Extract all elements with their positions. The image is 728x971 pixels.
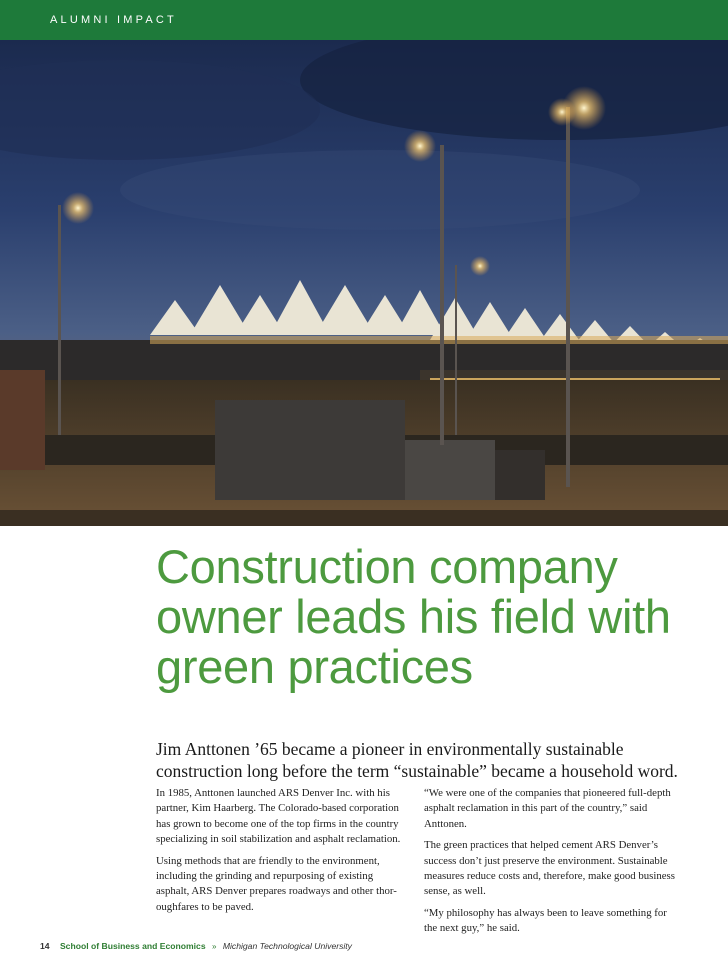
text-line: asphalt reclamation in this part of the country,” said [424,802,648,815]
text-line: The green practices that helped cement ARS Denver’s [424,839,658,852]
article-deck [156,738,716,782]
body-column-right [424,786,680,943]
text-line: measures reduce costs and, therefore, make good business [424,870,675,883]
page-number: 14 [40,941,50,951]
paragraph [424,838,680,900]
text-line: the next guy,” he said. [424,922,520,935]
text-line: specializing in soil stabilization and asphalt reclamation. [156,833,401,846]
deck-line: construction long before the term “sustainable” became a household word. [156,761,678,781]
header-bar [0,0,728,40]
footer-school: School of Business and Economics [59,941,206,951]
headline-line: Construction company [156,540,618,593]
deck-line: Jim Anttonen ’65 became a pioneer in environmentally sustainable [156,739,624,759]
body-column-left [156,786,412,921]
text-line: Using methods that are friendly to the environment, [156,854,380,867]
paragraph [424,906,680,937]
paragraph [156,786,412,848]
text-line: asphalt, ARS Denver prepares roadways and other thor- [156,885,397,898]
headline-line: green practices [156,640,473,693]
footer-separator: » [212,942,217,951]
text-line: success don’t just preserve the environment. Sustainable [424,854,668,867]
hero-photo [0,40,728,526]
text-line: “We were one of the companies that pioneered full-depth [424,787,671,799]
footer-university: Michigan Technological University [222,941,352,951]
section-label: ALUMNI IMPACT [50,14,177,26]
page-footer [40,941,352,951]
text-line: sense, as well. [424,885,486,898]
text-line: oughfares to be paved. [156,900,254,913]
text-line: In 1985, Anttonen launched ARS Denver Inc. with his [156,787,390,799]
paragraph [156,854,412,916]
text-line: Anttonen. [424,817,467,830]
paragraph [424,786,680,832]
text-line: has grown to become one of the top firms in the country [156,817,399,830]
headline [156,542,716,692]
headline-line: owner leads his field with [156,590,671,643]
text-line: partner, Kim Haarberg. The Colorado-based corporation [156,802,399,815]
text-line: “My philosophy has always been to leave something for [424,906,667,919]
text-line: including the grinding and repurposing of existing [156,870,374,883]
